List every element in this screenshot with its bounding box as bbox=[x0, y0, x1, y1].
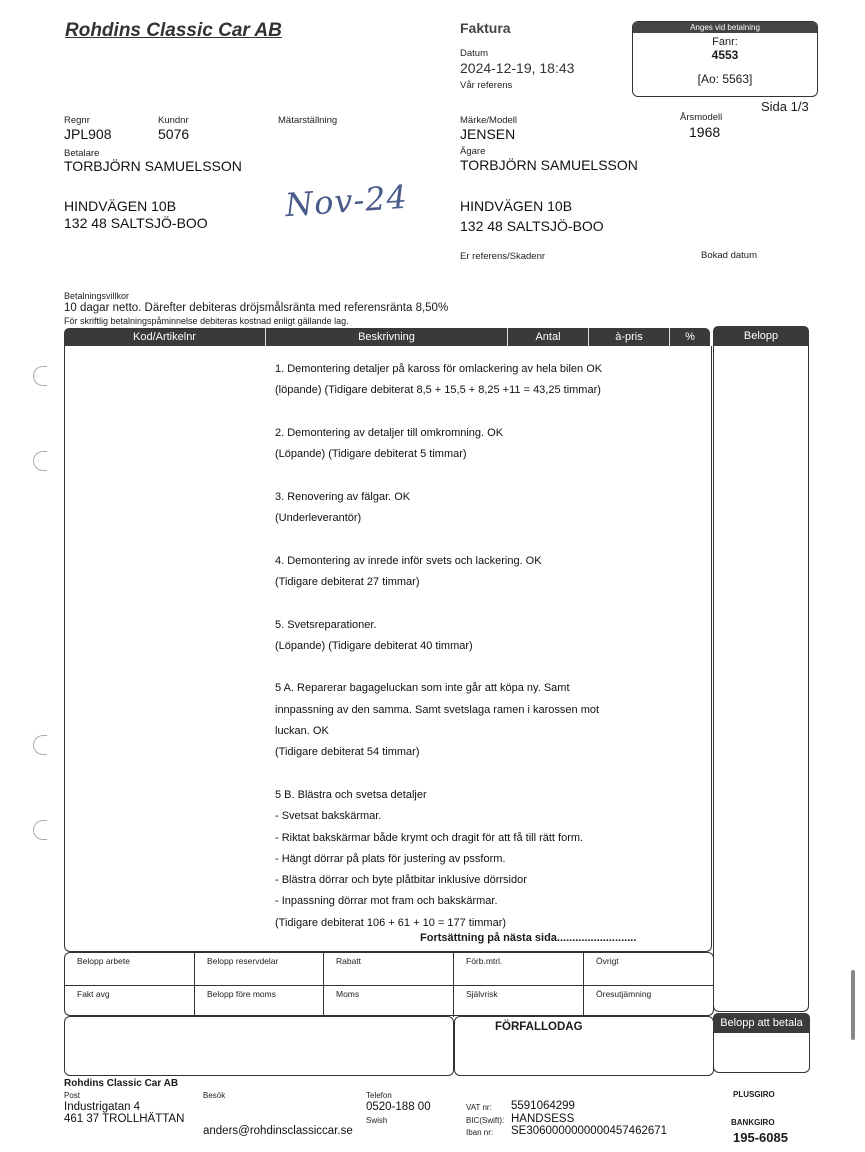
betalningsvillkor-label: Betalningsvillkor bbox=[64, 291, 130, 301]
ao-value: [Ao: 5563] bbox=[697, 72, 753, 86]
regnr-value: JPL908 bbox=[64, 126, 112, 142]
betalare-city: 132 48 SALTSJÖ-BOO bbox=[64, 215, 208, 231]
footer-telefon-label: Telefon bbox=[366, 1091, 392, 1100]
line-item bbox=[275, 767, 695, 788]
punch-hole bbox=[33, 451, 47, 471]
column-header-percent: % bbox=[685, 331, 695, 343]
agare-street: HINDVÄGEN 10B bbox=[460, 198, 573, 214]
fanr-box-heading: Anges vid betalning bbox=[633, 22, 817, 33]
footer-swish-label: Swish bbox=[366, 1116, 388, 1125]
line-item: (Tidigare debiterat 54 timmar) bbox=[275, 746, 420, 759]
footer-telefon: 0520-188 00 bbox=[366, 1101, 431, 1113]
betalningsvillkor-line1: 10 dagar netto. Därefter debiteras dröjsmålsränta med referensränta 8,50% bbox=[64, 302, 449, 314]
total-sjalvrisk: Självrisk bbox=[454, 985, 584, 1017]
punch-hole bbox=[33, 366, 47, 386]
footer-bic-value: HANDSESS bbox=[511, 1113, 575, 1125]
column-header-antal: Antal bbox=[508, 328, 589, 346]
column-header-apris: à-pris bbox=[589, 328, 670, 346]
forfallodag-box bbox=[454, 1016, 714, 1076]
column-header-belopp: Belopp bbox=[713, 326, 809, 346]
line-item: 4. Demontering av inrede inför svets och lackering. OK bbox=[275, 554, 542, 567]
er-referens-label: Er referens/Skadenr bbox=[460, 251, 546, 262]
line-item: (Löpande) (Tidigare debiterat 40 timmar) bbox=[275, 639, 473, 652]
handwritten-note: Nov-24 bbox=[283, 177, 410, 225]
footer-vat-label: VAT nr: bbox=[466, 1103, 492, 1112]
agare-name: TORBJÖRN SAMUELSSON bbox=[460, 157, 638, 173]
table-header bbox=[64, 328, 710, 346]
regnr-label: Regnr bbox=[64, 115, 90, 126]
belopp-column-box bbox=[713, 346, 809, 1012]
bottom-left-box bbox=[64, 1016, 454, 1076]
line-item: - Riktat bakskärmar både krymt och dragit för att få till rätt form. bbox=[275, 831, 584, 844]
total-oresutjamning: Öresutjämning bbox=[584, 985, 713, 1017]
datum-value: 2024-12-19, 18:43 bbox=[460, 60, 575, 76]
line-item: - Blästra dörrar och byte plåtbitar inklusive dörrsidor bbox=[275, 874, 527, 887]
line-item: 2. Demontering av detaljer till omkromning. OK bbox=[275, 426, 504, 439]
arsmodell-value: 1968 bbox=[689, 124, 721, 140]
line-item: 1. Demontering detaljer på kaross för omlackering av hela bilen OK bbox=[275, 363, 603, 375]
belopp-att-betala-box bbox=[713, 1033, 810, 1073]
punch-hole bbox=[33, 820, 47, 840]
total-moms: Moms bbox=[324, 985, 454, 1017]
footer-plusgiro-label: PLUSGIRO bbox=[733, 1090, 775, 1099]
datum-label: Datum bbox=[460, 48, 488, 59]
doc-type: Faktura bbox=[460, 20, 511, 36]
line-item bbox=[275, 532, 695, 553]
line-item bbox=[275, 596, 695, 617]
column-header-kod: Kod/Artikelnr bbox=[64, 328, 266, 346]
agare-label: Ägare bbox=[460, 146, 486, 157]
footer-iban-value: SE3060000000000457462671 bbox=[511, 1125, 668, 1137]
line-item: 3. Renovering av fälgar. OK bbox=[275, 490, 411, 503]
scrollbar-thumb[interactable] bbox=[851, 970, 855, 1040]
total-belopp-arbete: Belopp arbete bbox=[65, 953, 195, 985]
kundnr-label: Kundnr bbox=[158, 115, 189, 126]
fanr-value: 4553 bbox=[711, 48, 739, 62]
line-item: (Löpande) (Tidigare debiterat 5 timmar) bbox=[275, 448, 467, 461]
footer-besok-label: Besök bbox=[203, 1091, 226, 1100]
line-item: - Svetsat bakskärmar. bbox=[275, 810, 382, 823]
total-forb-mtrl: Förb.mtrl. bbox=[454, 953, 584, 985]
var-referens-label: Vår referens bbox=[460, 80, 513, 91]
line-item bbox=[275, 660, 695, 681]
line-item: 5. Svetsreparationer. bbox=[275, 618, 377, 631]
line-item: (Underleverantör) bbox=[275, 512, 362, 525]
arsmodell-label: Årsmodell bbox=[680, 112, 723, 123]
line-item bbox=[275, 405, 695, 426]
betalare-label: Betalare bbox=[64, 148, 100, 159]
line-item: - Hängt dörrar på plats för justering av pssform. bbox=[275, 852, 506, 865]
line-item: innpassning av den samma. Samt svetslaga ramen i karossen mot bbox=[275, 703, 600, 716]
line-item: 5 B. Blästra och svetsa detaljer bbox=[275, 788, 427, 801]
bokad-datum-label: Bokad datum bbox=[701, 250, 757, 261]
kundnr-value: 5076 bbox=[158, 126, 190, 142]
footer-bankgiro-label: BANKGIRO bbox=[731, 1118, 775, 1127]
total-rabatt: Rabatt bbox=[324, 953, 454, 985]
betalare-street: HINDVÄGEN 10B bbox=[64, 198, 177, 214]
agare-city: 132 48 SALTSJÖ-BOO bbox=[460, 218, 604, 234]
line-item: (Tidigare debiterat 106 + 61 + 10 = 177 timmar) bbox=[275, 916, 507, 929]
line-item: luckan. OK bbox=[275, 725, 329, 738]
line-item: 5 A. Reparerar bagageluckan som inte går att köpa ny. Samt bbox=[275, 682, 570, 695]
line-items bbox=[275, 362, 695, 937]
punch-hole bbox=[33, 735, 47, 755]
forfallodag-label: FÖRFALLODAG bbox=[495, 1021, 583, 1033]
company-title: Rohdins Classic Car AB bbox=[65, 20, 282, 41]
fanr-label: Fanr: bbox=[712, 36, 738, 48]
line-item: (Tidigare debiterat 27 timmar) bbox=[275, 575, 420, 588]
matarstallning-label: Mätarställning bbox=[278, 115, 338, 126]
marke-modell-label: Märke/Modell bbox=[460, 115, 518, 126]
fanr-box bbox=[632, 21, 818, 97]
footer-vat-value: 5591064299 bbox=[511, 1100, 575, 1112]
footer-iban-label: Iban nr: bbox=[466, 1128, 494, 1137]
page-indicator: Sida 1/3 bbox=[761, 99, 809, 114]
footer-street: Industrigatan 4 bbox=[64, 1101, 141, 1113]
footer-company: Rohdins Classic Car AB bbox=[64, 1078, 179, 1089]
total-belopp-reservdelar: Belopp reservdelar bbox=[195, 953, 324, 985]
belopp-att-betala-label: Belopp att betala bbox=[713, 1013, 810, 1033]
marke-modell-value: JENSEN bbox=[460, 126, 516, 142]
footer-city: 461 37 TROLLHÄTTAN bbox=[64, 1113, 185, 1125]
footer-post-label: Post bbox=[64, 1091, 81, 1100]
line-item: (löpande) (Tidigare debiterat 8,5 + 15,5 + 8,25 +11 = 43,25 timmar) bbox=[275, 384, 601, 397]
column-header-beskrivning: Beskrivning bbox=[266, 328, 508, 346]
total-fakt-avg: Fakt avg bbox=[65, 985, 195, 1017]
line-item: - Inpassning dörrar mot fram och bakskärmar. bbox=[275, 895, 498, 908]
betalningsvillkor-line2: För skriftlig betalningspåminnelse debiteras kostnad enligt gällande lag. bbox=[64, 316, 349, 326]
continuation-note: Fortsättning på nästa sida.......................... bbox=[420, 932, 637, 944]
totals-grid bbox=[64, 952, 714, 1016]
total-belopp-fore-moms: Belopp före moms bbox=[195, 985, 324, 1017]
footer-email: anders@rohdinsclassiccar.se bbox=[203, 1125, 353, 1137]
footer-bic-label: BIC(Swift): bbox=[466, 1116, 505, 1125]
footer-bankgiro-value: 195-6085 bbox=[733, 1130, 788, 1145]
line-item bbox=[275, 468, 695, 489]
betalare-name: TORBJÖRN SAMUELSSON bbox=[64, 158, 242, 174]
total-ovrigt: Övrigt bbox=[596, 956, 619, 966]
